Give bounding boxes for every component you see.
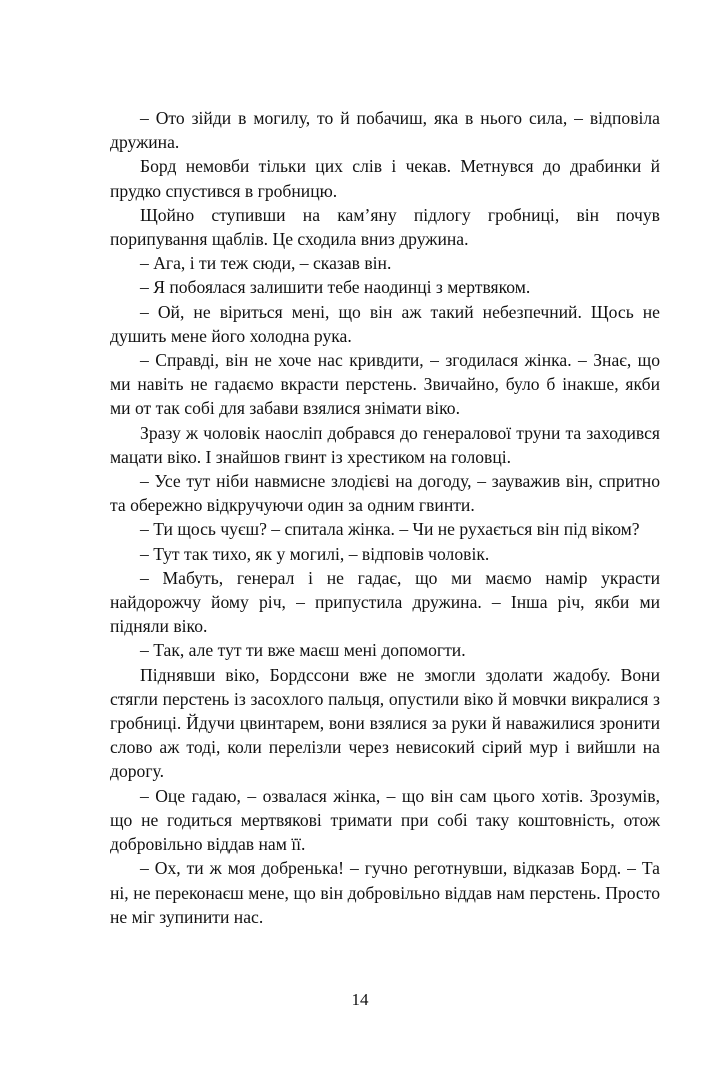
paragraph: – Мабуть, генерал і не гадає, що ми маємо намір украсти найдорожчу йому річ, – припустила дружина. – Інша річ, якби ми підняли віко. xyxy=(110,567,660,637)
paragraph: Борд немовби тільки цих слів і чекав. Метнувся до драбинки й прудко спустився в гробницю. xyxy=(110,156,660,201)
paragraph: – Ти щось чуєш? – спитала жінка. – Чи не рухається він під віком? xyxy=(140,519,640,540)
page-number: 14 xyxy=(351,990,369,1009)
paragraph: – Тут так тихо, як у могилі, – відповів чоловік. xyxy=(140,543,490,564)
paragraph: – Оце гадаю, – озвалася жінка, – що він сам цього хотів. Зрозумів, що не годиться мертвякові тримати при собі таку коштовність, отож добровільно віддав нам її. xyxy=(110,785,660,855)
paragraph: – Усе тут ніби навмисне злодієві на догоду, – зауважив він, спритно та обережно відкручуючи один за одним гвинти. xyxy=(110,471,660,516)
paragraph: – Ото зійди в могилу, то й побачиш, яка в нього сила, – відповіла дружина. xyxy=(110,108,660,153)
paragraph: Піднявши віко, Бордссони вже не змогли здолати жадобу. Вони стягли перстень із засохлого пальця, опустили віко й мовчки викралися з гробниці. Йдучи цвинтарем, вони взялися за руки й наважилися зронити слово аж тоді, коли перелізли через невисокий сірий мур і вийшли на дорогу. xyxy=(110,664,660,782)
paragraph: – Я побоялася залишити тебе наодинці з мертвяком. xyxy=(140,277,531,298)
paragraph: – Ой, не віриться мені, що він аж такий небезпечний. Щось не душить мене його холодна рука. xyxy=(110,301,660,346)
paragraph: Щойно ступивши на кам’яну підлогу гробниці, він почув порипування щаблів. Це сходила вниз дружина. xyxy=(110,204,660,250)
paragraph: – Справді, він не хоче нас кривдити, – згодилася жінка. – Знає, що ми навіть не гадаємо вкрасти перстень. Звичайно, було б інакше, якби ми от так собі для забави взялися знімати віко. xyxy=(110,350,660,419)
paragraph: – Ох, ти ж моя добренька! – гучно реготнувши, відказав Борд. – Та ні, не переконаєш мене, що він добровільно віддав нам перстень. Просто не міг зупинити нас. xyxy=(110,858,660,927)
paragraph: – Так, але тут ти вже маєш мені допомогти. xyxy=(140,640,466,661)
paragraph: Зразу ж чоловік наосліп добрався до генералової труни та заходився мацати віко. І знайшов гвинт із хрестиком на головці. xyxy=(110,422,660,467)
paragraph: – Ага, і ти теж сюди, – сказав він. xyxy=(140,253,392,274)
body-text xyxy=(110,106,660,929)
